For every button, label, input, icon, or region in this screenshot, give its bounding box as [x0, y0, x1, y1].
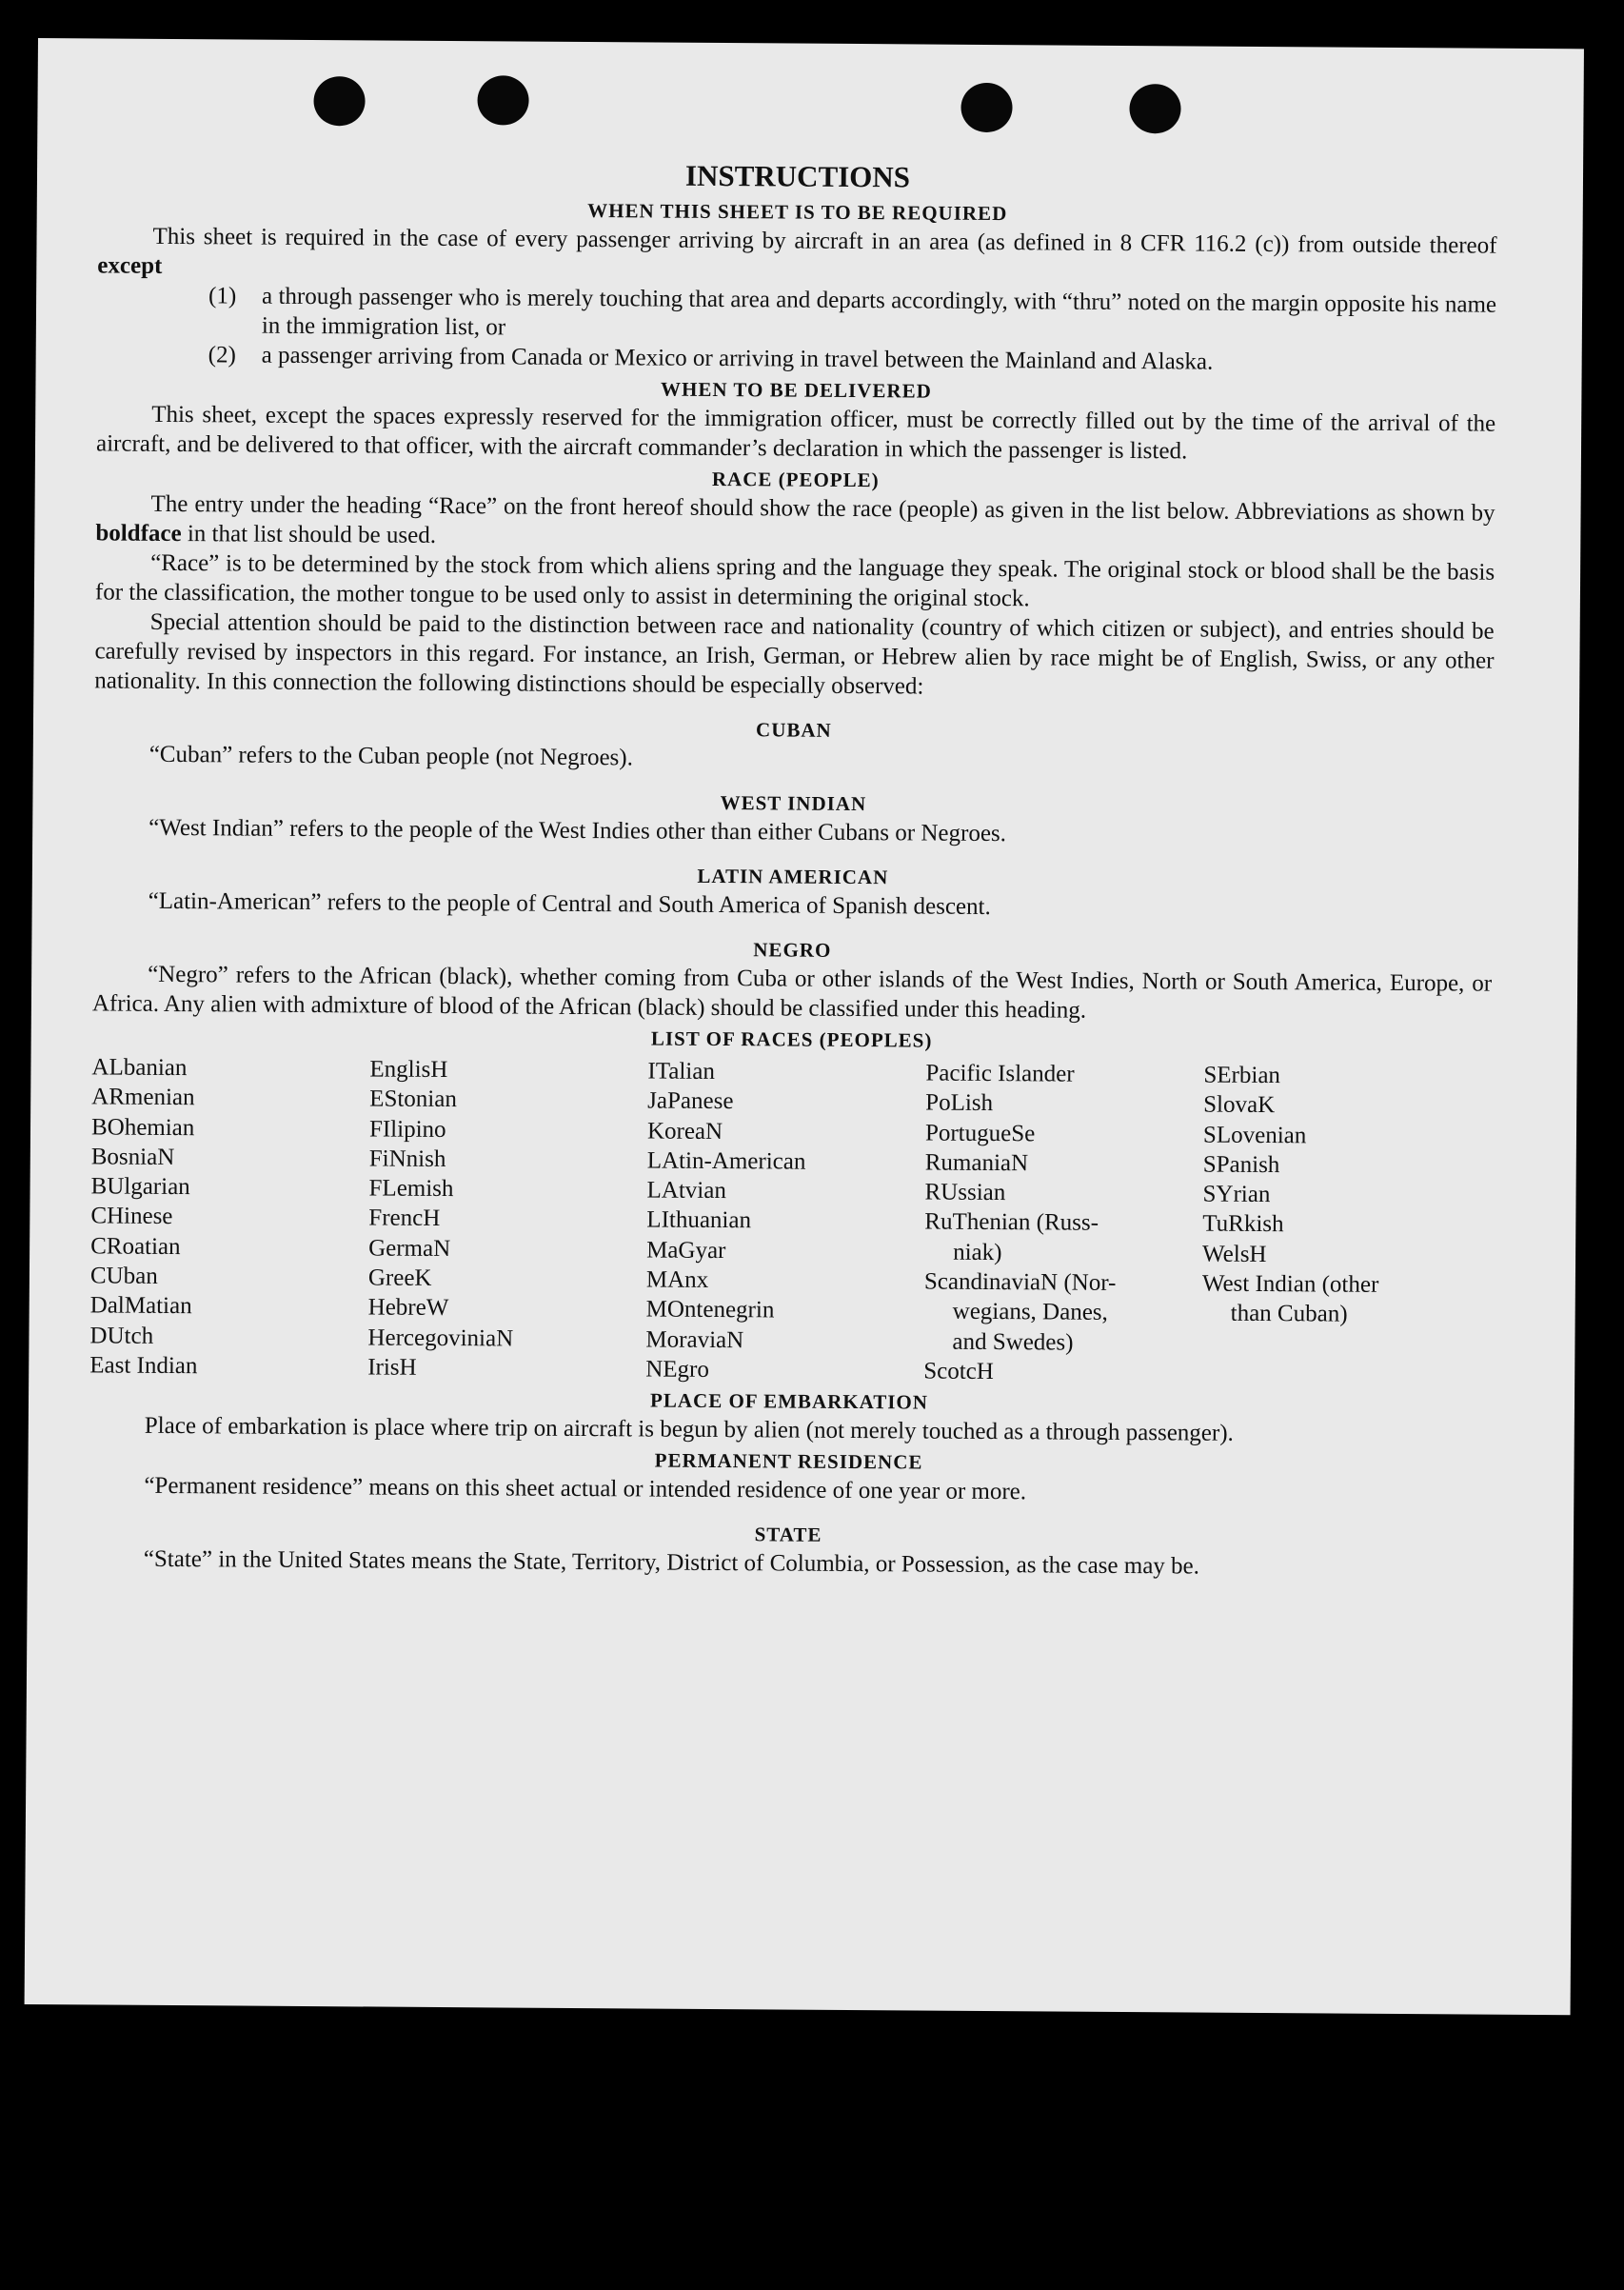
race-item: FrencH	[368, 1205, 441, 1232]
heading-state: STATE	[754, 1523, 822, 1547]
heading-permanent-residence: PERMANENT RESIDENCE	[654, 1448, 923, 1474]
race-item: DUtch	[89, 1323, 154, 1349]
race-column	[645, 1056, 925, 1385]
race-column	[923, 1059, 1203, 1388]
race-item: BUlgarian	[90, 1173, 190, 1201]
race-item: PoLish	[925, 1089, 994, 1117]
list-item	[208, 281, 1496, 348]
paragraph-required: This sheet is required in the case of every passenger arriving by aircraft in an area (as defined in 8 CFR 116.2 (c)) from outside thereof except	[97, 223, 1497, 279]
race-item: HercegoviniaN	[367, 1324, 514, 1352]
race-item: RuThenian (Russ-	[924, 1209, 1099, 1237]
heading-race: RACE (PEOPLE)	[711, 467, 880, 492]
race-item: TuRkish	[1202, 1211, 1284, 1238]
paragraph-west-indian: “West Indian” refers to the people of the West Indies other than either Cubans or Negroes.	[149, 814, 1007, 847]
paragraph-cuban: “Cuban” refers to the Cuban people (not Negroes).	[149, 741, 633, 771]
race-item: ALbanian	[91, 1054, 188, 1082]
race-item: ITalian	[647, 1058, 715, 1085]
race-item: CHinese	[90, 1203, 173, 1230]
heading-latin-american: LATIN AMERICAN	[697, 864, 889, 889]
race-item: SLovenian	[1202, 1122, 1307, 1148]
race-item: EStonian	[369, 1085, 457, 1113]
race-item: LAtin-American	[646, 1147, 806, 1175]
race-item: FIlipino	[368, 1116, 446, 1143]
race-item: SYrian	[1202, 1181, 1271, 1208]
item-text: a passenger arriving from Canada or Mexico or arriving in travel between the Mainland and Alaska.	[261, 342, 1214, 375]
race-item: BOhemian	[90, 1114, 195, 1141]
paragraph-delivered: This sheet, except the spaces expressly reserved for the immigration officer, must be correctly filled out by the time of the arrival of the aircraft, and be delivered to that officer, with the aircraft commander’s declaration in which the passenger is listed.	[95, 401, 1496, 465]
race-item: GreeK	[367, 1264, 432, 1291]
paragraph-race-1: The entry under the heading “Race” on the front hereof should show the race (people) as given in the list below. Abbreviations as shown by boldface in that list should be used.	[95, 490, 1495, 548]
race-item: IrisH	[367, 1354, 417, 1381]
item-text: a through passenger who is merely touching that area and departs accordingly, with “thru” noted on the margin opposite his name in the immigration list, or	[261, 283, 1497, 341]
race-item: FLemish	[368, 1175, 454, 1203]
race-item: HebreW	[367, 1294, 449, 1322]
race-item: MAnx	[645, 1266, 709, 1294]
race-item: than Cuban)	[1230, 1301, 1348, 1328]
race-item: ARmenian	[91, 1084, 195, 1111]
race-item: RUssian	[924, 1179, 1006, 1206]
document-sheet	[25, 38, 1584, 2015]
race-item: FiNnish	[368, 1145, 446, 1172]
race-item: LIthuanian	[646, 1206, 752, 1234]
race-item: wegians, Danes,	[952, 1299, 1108, 1326]
punch-hole	[477, 75, 528, 125]
race-list	[89, 1052, 1491, 1390]
race-item: SPanish	[1202, 1151, 1280, 1179]
race-item: SlovaK	[1203, 1091, 1276, 1119]
paragraph-embarkation: Place of embarkation is place where trip on aircraft is begun by alien (not merely touched as a through passenger).	[144, 1413, 1234, 1447]
race-item: PortugueSe	[924, 1120, 1036, 1146]
heading-when-required: WHEN THIS SHEET IS TO BE REQUIRED	[587, 199, 1008, 226]
race-item: MoraviaN	[645, 1326, 744, 1353]
race-column	[367, 1054, 647, 1384]
race-column	[89, 1052, 369, 1382]
paragraph-latin-american: “Latin-American” refers to the people of Central and South America of Spanish descent.	[148, 887, 991, 921]
heading-list-of-races: LIST OF RACES (PEOPLES)	[650, 1026, 933, 1052]
race-item: Pacific Islander	[925, 1060, 1075, 1087]
item-number: (2)	[208, 342, 236, 368]
race-item: WelsH	[1202, 1241, 1267, 1267]
punch-hole	[1129, 84, 1180, 133]
instructions-content	[89, 152, 1497, 1583]
heading-negro: NEGRO	[753, 938, 832, 962]
race-item: KoreaN	[646, 1118, 723, 1145]
race-item: NEgro	[645, 1356, 710, 1383]
race-item: ScotcH	[923, 1358, 994, 1385]
race-item: West Indian (other	[1201, 1270, 1379, 1298]
heading-when-delivered: WHEN TO BE DELIVERED	[660, 377, 932, 403]
race-item: SErbian	[1203, 1062, 1281, 1089]
heading-west-indian: WEST INDIAN	[720, 791, 867, 816]
race-item: CUban	[89, 1263, 158, 1289]
heading-embarkation: PLACE OF EMBARKATION	[650, 1388, 929, 1414]
paragraph-state: “State” in the United States means the State, Territory, District of Columbia, or Possession, as the case may be.	[143, 1546, 1200, 1580]
heading-cuban: CUBAN	[756, 718, 832, 742]
item-number: (1)	[208, 283, 237, 309]
paragraph-race-2: “Race” is to be determined by the stock from which aliens spring and the language they speak. The original stock or blood shall be the basis for the classification, the mother tongue to be used only to assist in determining the original stock.	[94, 549, 1495, 612]
punch-hole	[313, 76, 365, 126]
paragraph-race-3: Special attention should be paid to the distinction between race and nationality (country of which citizen or subject), and entries should be carefully revised by inspectors in this regard. For instance, an Irish, German, or Hebrew alien by race might be of English, Swiss, or any other nationality. In this connection the following distinctions should be especially observed:	[94, 608, 1495, 700]
paragraph-permanent-residence: “Permanent residence” means on this sheet actual or intended residence of one year or more.	[144, 1473, 1027, 1505]
race-item: and Swedes)	[952, 1328, 1074, 1356]
race-item: LAtvian	[646, 1177, 726, 1205]
punch-hole	[961, 83, 1012, 132]
race-item: GermaN	[368, 1235, 451, 1262]
race-item: MaGyar	[646, 1237, 726, 1264]
race-column	[1201, 1061, 1481, 1390]
page-title: INSTRUCTIONS	[684, 158, 911, 194]
race-item: BosniaN	[90, 1144, 175, 1170]
race-item: JaPanese	[647, 1087, 734, 1115]
race-item: MOntenegrin	[645, 1296, 775, 1324]
paragraph-negro: “Negro” refers to the African (black), whether coming from Cuba or other islands of the West Indies, North or South America, Europe, or Africa. Any alien with admixture of blood of the African (black) should be classified under this heading.	[91, 961, 1493, 1024]
race-item: ScandinaviaN (Nor-	[923, 1268, 1117, 1297]
race-item: DalMatian	[89, 1292, 192, 1320]
race-item: niak)	[953, 1239, 1002, 1265]
race-item: East Indian	[89, 1352, 198, 1380]
race-item: EnglisH	[369, 1056, 448, 1084]
race-item: CRoatian	[90, 1233, 181, 1260]
race-item: RumaniaN	[924, 1149, 1029, 1177]
